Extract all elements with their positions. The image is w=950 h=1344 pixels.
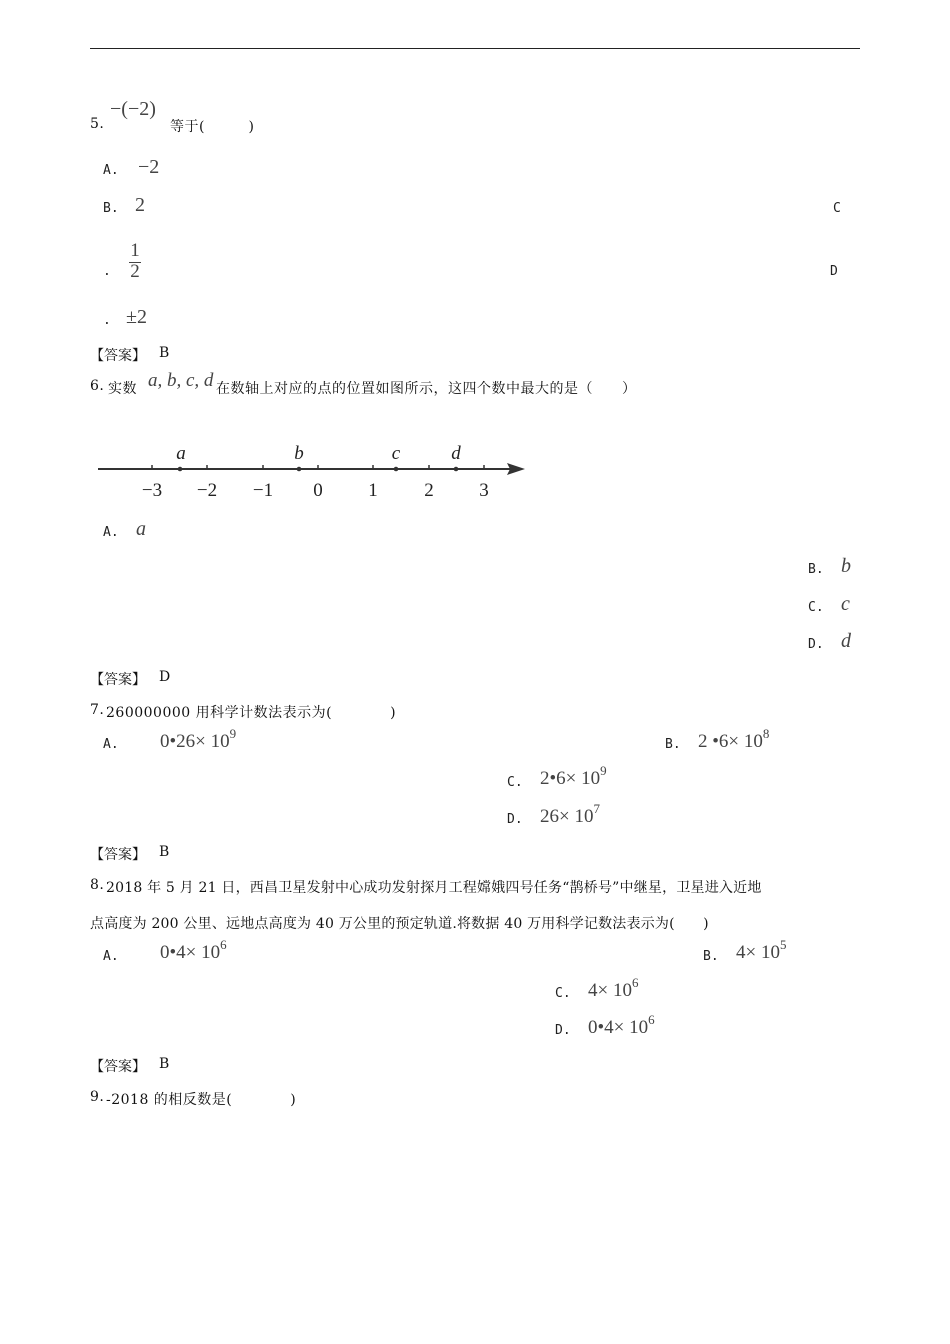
q7-answer-label: 【答案】 xyxy=(90,847,146,863)
q7-option-d-label: D. xyxy=(507,812,523,827)
q6-stem-prefix: 实数 xyxy=(108,381,137,397)
q5-option-c-numerator: 1 xyxy=(130,240,140,261)
q7-number: 7. xyxy=(90,702,105,718)
q5-number: 5. xyxy=(90,116,105,132)
point-c-label: c xyxy=(391,443,401,464)
q7-option-c-value: 2•6× $10^9$ xyxy=(540,763,607,789)
q8-option-b-label: B. xyxy=(703,949,719,964)
q6-option-b-value: b xyxy=(841,555,851,577)
q6-option-a-label: A. xyxy=(103,525,119,540)
q5-answer-label: 【答案】 xyxy=(90,348,146,364)
tick-label-1: 1 xyxy=(368,480,378,501)
q5-answer-value: B xyxy=(159,345,170,361)
q7-option-d-value: $26\times 10^7$ xyxy=(540,801,600,827)
q7-option-b-value: 2 •6× $10^8$ xyxy=(698,726,770,752)
q5-option-a-label: A. xyxy=(103,163,119,178)
q8-option-a-label: A. xyxy=(103,949,119,964)
q8-stem-line2: 点高度为 200 公里、远地点高度为 40 万公里的预定轨道.将数据 40 万用科学记数法表示为( ) xyxy=(90,916,709,932)
q6-option-d-label: D. xyxy=(808,637,824,652)
q8-stem-line1: 2018 年 5 月 21 日，西昌卫星发射中心成功发射探月工程嫦娥四号任务“鹊桥号”中继星，卫星进入近地 xyxy=(106,880,762,896)
header-rule xyxy=(90,48,860,49)
q7-option-b-label: B. xyxy=(665,737,681,752)
q7-stem: 260000000 用科学计数法表示为( ) xyxy=(106,705,397,721)
q9-stem: -2018 的相反数是( ) xyxy=(106,1092,297,1108)
point-b xyxy=(297,467,302,472)
q5-option-c-dot: . xyxy=(103,264,111,279)
q5-option-a-value: −2 xyxy=(138,156,160,178)
q8-option-d-label: D. xyxy=(555,1023,571,1038)
q8-option-c-value: $4\times 10^6$ xyxy=(588,975,639,1001)
q5-option-b-value: 2 xyxy=(135,194,145,216)
point-a-label: a xyxy=(176,443,186,464)
q6-option-d-value: d xyxy=(841,630,851,652)
tick-label-2: 2 xyxy=(424,480,434,501)
q7-option-c-label: C. xyxy=(507,775,523,790)
point-d xyxy=(454,467,459,472)
q6-option-c-label: C. xyxy=(808,600,824,615)
q6-answer-label: 【答案】 xyxy=(90,672,146,688)
tick-label-3: 3 xyxy=(479,480,489,501)
q5-option-d-dot: . xyxy=(103,313,111,328)
q8-answer-label: 【答案】 xyxy=(90,1059,146,1075)
point-b-label: b xyxy=(294,443,304,464)
q7-answer-value: B xyxy=(159,844,170,860)
q8-option-d-value: 0•4× $10^6$ xyxy=(588,1012,655,1038)
q6-answer-value: D xyxy=(159,669,171,685)
tick-label-neg2: −2 xyxy=(196,480,218,501)
q5-option-d-value: ±2 xyxy=(126,306,147,328)
tick-label-neg3: −3 xyxy=(141,480,163,501)
q7-option-a-value: 0•26× $10^9$ xyxy=(160,726,237,752)
q6-variables: a, b, c, d xyxy=(148,370,214,391)
q9-number: 9. xyxy=(90,1089,105,1105)
tick-label-neg1: −1 xyxy=(252,480,274,501)
q5-option-d-label: D xyxy=(830,264,838,279)
q8-answer-value: B xyxy=(159,1056,170,1072)
point-c xyxy=(394,467,399,472)
q6-option-a-value: a xyxy=(136,518,146,540)
q8-option-a-value: 0•4× $10^6$ xyxy=(160,937,227,963)
point-d-label: d xyxy=(451,443,461,464)
q6-number: 6. xyxy=(90,378,105,394)
q6-option-c-value: c xyxy=(841,593,850,615)
number-line-figure xyxy=(95,440,535,502)
q8-number: 8. xyxy=(90,877,105,893)
q5-option-c-denominator: 2 xyxy=(130,261,140,282)
q7-option-a-label: A. xyxy=(103,737,119,752)
q8-option-b-value: $4\times 10^5$ xyxy=(736,937,787,963)
q5-stem: 等于( ) xyxy=(170,119,255,135)
point-a xyxy=(178,467,183,472)
tick-label-0: 0 xyxy=(313,480,323,501)
q6-stem: 在数轴上对应的点的位置如图所示，这四个数中最大的是（ ） xyxy=(216,381,637,397)
q5-option-c-label: C xyxy=(833,201,841,216)
q5-option-b-label: B. xyxy=(103,201,119,216)
q5-expression: −(−2) xyxy=(110,98,156,120)
q8-option-c-label: C. xyxy=(555,986,571,1001)
q6-option-b-label: B. xyxy=(808,562,824,577)
